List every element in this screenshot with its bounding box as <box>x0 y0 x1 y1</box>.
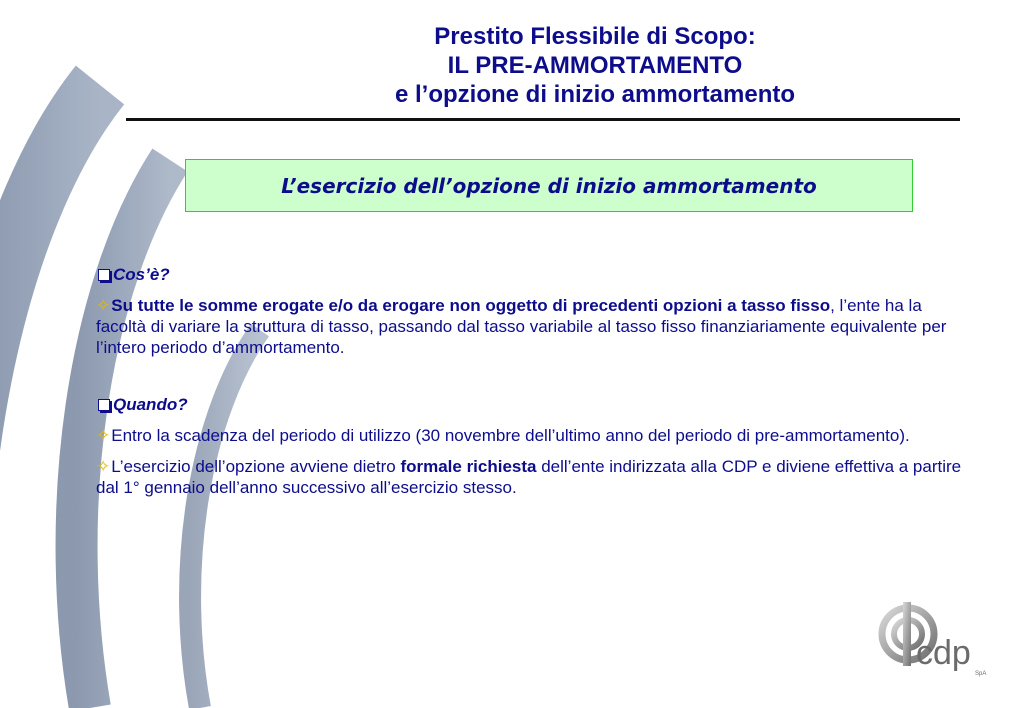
section-gap <box>96 358 966 394</box>
star-bullet-icon: ✧ <box>96 296 111 315</box>
point-text-before: L’esercizio dell’opzione avviene dietro <box>111 457 401 476</box>
point-text: Entro la scadenza del periodo di utilizzo (30 novembre dell’ultimo anno del periodo di pre-ammortamento). <box>111 426 910 445</box>
section-heading-cose <box>96 264 966 285</box>
subtitle-box <box>185 159 913 212</box>
point-quando-1 <box>96 425 966 446</box>
point-text: , l’ente ha la facoltà di variare la struttura di tasso, passando dal tasso variabile al tasso fisso finanziariamente equivalente per l’intero periodo d’ammortamento. <box>96 296 947 357</box>
title-line-1: Prestito Flessibile di Scopo: <box>434 23 756 50</box>
section-heading-label: Cos’è? <box>113 265 170 284</box>
title-divider <box>126 118 960 121</box>
point-quando-2 <box>96 456 966 498</box>
checkbox-bullet-icon <box>98 399 110 411</box>
title-line-3: e l’opzione di inizio ammortamento <box>394 81 796 108</box>
point-bold-text: Su tutte le somme erogate e/o da erogare non oggetto di precedenti opzioni a tasso fisso <box>111 296 831 315</box>
section-heading-quando <box>96 394 966 415</box>
point-bold-text: formale richiesta <box>400 457 537 476</box>
page-title <box>300 22 890 109</box>
star-bullet-icon: ✧ <box>96 426 111 445</box>
checkbox-bullet-icon <box>98 269 110 281</box>
logo-text: cdp <box>916 634 971 672</box>
point-cose-1 <box>96 295 966 358</box>
subtitle-text: L’esercizio dell’opzione di inizio ammortamento <box>281 173 817 198</box>
logo-bar <box>903 602 911 666</box>
title-line-2: IL PRE-AMMORTAMENTO <box>447 52 743 79</box>
star-bullet-icon: ✧ <box>96 457 111 476</box>
section-heading-label: Quando? <box>113 395 188 414</box>
cdp-logo <box>874 598 994 678</box>
point-text-after: dell’ente indirizzata alla CDP e diviene effettiva a partire dal 1° gennaio dell’anno successivo all’esercizio stesso. <box>96 457 962 497</box>
content-body <box>96 264 966 498</box>
logo-suffix: SpA <box>975 671 987 677</box>
